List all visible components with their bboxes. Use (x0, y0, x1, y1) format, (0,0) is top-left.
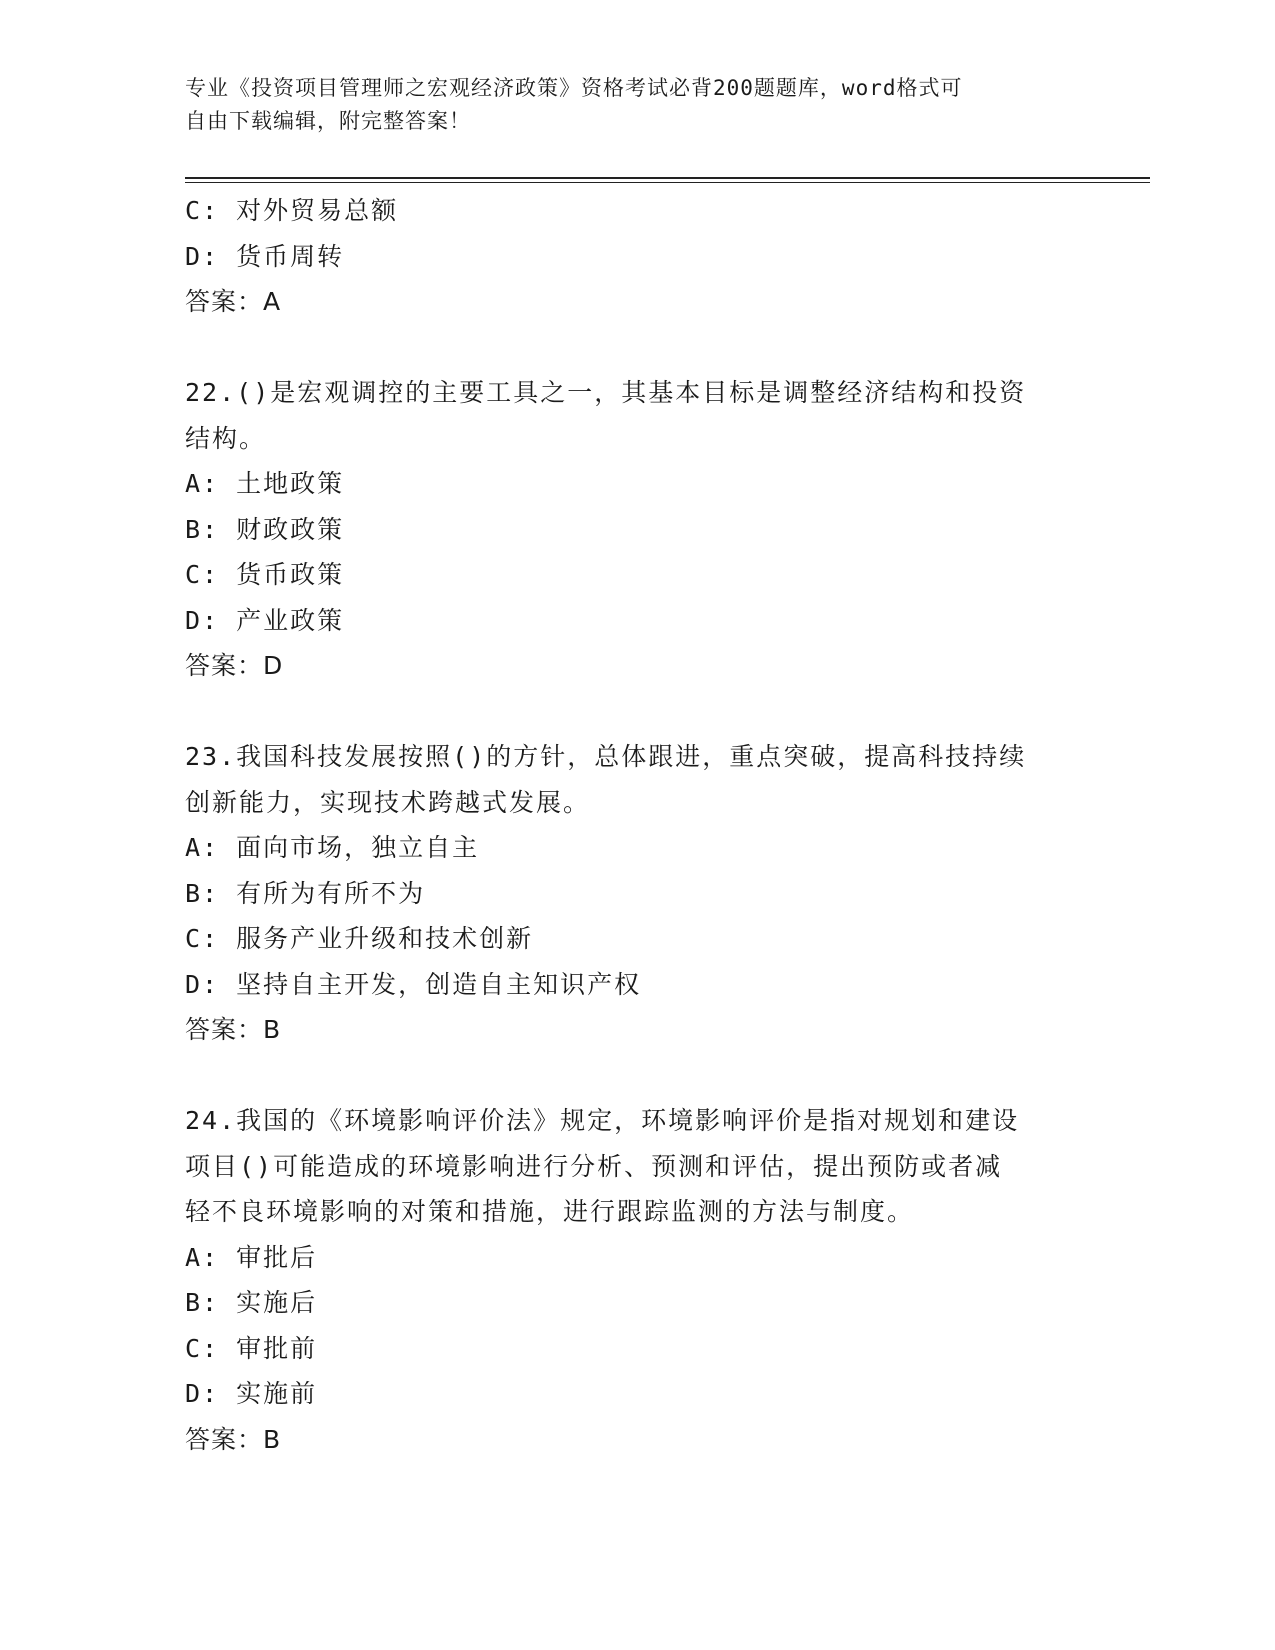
spacer (185, 1053, 1085, 1099)
header-title-line-2: 自由下载编辑，附完整答案！ (185, 109, 471, 133)
spacer (185, 325, 1085, 371)
question-stem-line: 轻不良环境影响的对策和措施，进行跟踪监测的方法与制度。 (185, 1197, 915, 1226)
header-divider-thick (185, 177, 1150, 179)
question-22 (185, 370, 1085, 689)
answer-label: 答案：B (185, 1424, 282, 1454)
header-divider-thin (185, 182, 1150, 183)
question-stem-line: 22.()是宏观调控的主要工具之一，其基本目标是调整经济结构和投资 (185, 378, 1027, 407)
question-24 (185, 1098, 1085, 1462)
option-c: C: 对外贸易总额 (185, 196, 399, 225)
option-d: D: 坚持自主开发，创造自主知识产权 (185, 969, 642, 999)
option-d: D: 实施前 (185, 1379, 318, 1408)
question-stem-line: 23.我国科技发展按照()的方针，总体跟进，重点突破，提高科技持续 (185, 742, 1027, 771)
question-stem-line: 结构。 (185, 423, 267, 453)
option-c: C: 服务产业升级和技术创新 (185, 924, 534, 953)
question-stem-line: 创新能力，实现技术跨越式发展。 (185, 787, 591, 817)
option-c: C: 货币政策 (185, 560, 345, 589)
question-stem-line: 项目()可能造成的环境影响进行分析、预测和评估，提出预防或者减 (185, 1151, 1003, 1181)
question-content (185, 188, 1085, 1462)
spacer (185, 689, 1085, 735)
option-b: B: 财政政策 (185, 514, 345, 544)
page-header (185, 72, 1065, 138)
option-b: B: 有所为有所不为 (185, 878, 426, 908)
answer-label: 答案：D (185, 651, 284, 680)
question-stem-line: 24.我国的《环境影响评价法》规定，环境影响评价是指对规划和建设 (185, 1106, 1020, 1135)
option-a: A: 面向市场，独立自主 (185, 833, 480, 862)
answer-label: 答案：A (185, 287, 282, 316)
option-b: B: 实施后 (185, 1288, 318, 1317)
question-21-tail (185, 188, 1085, 325)
option-a: A: 土地政策 (185, 469, 345, 498)
option-a: A: 审批后 (185, 1242, 318, 1272)
answer-label: 答案：B (185, 1015, 282, 1044)
option-c: C: 审批前 (185, 1333, 318, 1363)
option-d: D: 产业政策 (185, 605, 345, 635)
header-title-line-1: 专业《投资项目管理师之宏观经济政策》资格考试必背200题题库，word格式可 (185, 76, 963, 100)
option-d: D: 货币周转 (185, 241, 345, 271)
question-23 (185, 734, 1085, 1053)
